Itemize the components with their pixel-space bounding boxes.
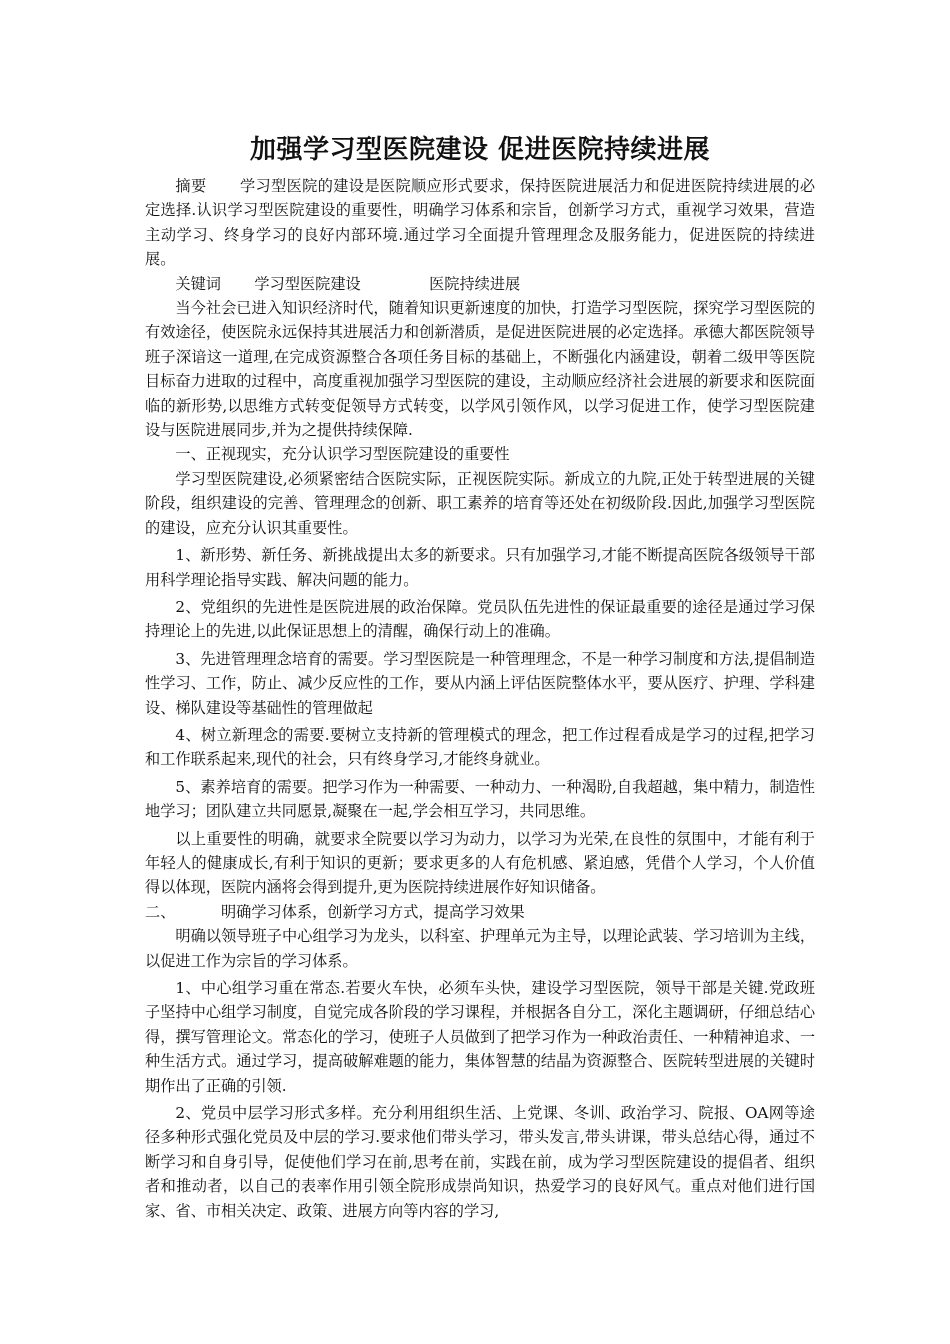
- abstract-text: 学习型医院的建设是医院顺应形式要求，保持医院进展活力和促进医院持续进展的必定选择.认识学习型医院建设的重要性，明确学习体系和宗旨，创新学习方式，重视学习效果，营造主动学习、终身学习的良好内部环境.通过学习全面提升管理理念及服务能力，促进医院的持续进展。: [145, 177, 816, 269]
- section1-intro: 学习型医院建设,必须紧密结合医院实际，正视医院实际。新成立的九院,正处于转型进展的关键阶段，组织建设的完善、管理理念的创新、职工素养的培育等还处在初级阶段.因此,加强学习型医院的建设，应充分认识其重要性。: [145, 469, 815, 537]
- keywords-line: [145, 272, 815, 296]
- section2-heading: [145, 900, 815, 924]
- section1-item-5: 5、素养培育的需要。把学习作为一种需要、一种动力、一种渴盼,自我超越，集中精力，制造性地学习；团队建立共同愿景,凝聚在一起,学会相互学习，共同思维。: [145, 777, 815, 821]
- abstract-label: 摘要: [175, 177, 207, 195]
- intro-paragraph: 当今社会已进入知识经济时代，随着知识更新速度的加快，打造学习型医院，探究学习型医院的有效途径，使医院永远保持其进展活力和创新潜质，是促进医院进展的必定选择。承德大都医院领导班子深谙这一道理,在完成资源整合各项任务目标的基础上，不断强化内涵建设，朝着二级甲等医院目标奋力进取的过程中，高度重视加强学习型医院的建设，主动顺应经济社会进展的新要求和医院面临的新形势,以思维方式转变促领导方式转变，以学风引领作风，以学习促进工作，使学习型医院建设与医院进展同步,并为之提供持续保障.: [145, 299, 815, 440]
- keyword-2: 医院持续进展: [429, 274, 521, 293]
- section2-heading-text: 明确学习体系，创新学习方式，提高学习效果: [220, 902, 525, 921]
- section2-item-2: 2、党员中层学习形式多样。充分利用组织生活、上党课、冬训、政治学习、院报、OA网等途径多种形式强化党员及中层的学习.要求他们带头学习，带头发言,带头讲课，带头总结心得，通过不断学习和自身引导，促使他们学习在前,思考在前，实践在前，成为学习型医院建设的提倡者、组织者和推动者，以自己的表率作用引领全院形成崇尚知识，热爱学习的良好风气。重点对他们进行国家、省、市相关决定、政策、进展方向等内容的学习,: [145, 1104, 815, 1220]
- section2-item-1: 1、中心组学习重在常态.若要火车快，必须车头快，建设学习型医院，领导干部是关键.党政班子坚持中心组学习制度，自觉完成各阶段的学习课程，并根据各自分工，深化主题调研，仔细总结心得，撰写管理论文。常态化的学习，使班子人员做到了把学习作为一种政治责任、一种精神追求、一种生活方式。通过学习，提高破解难题的能力，集体智慧的结晶为资源整合、医院转型进展的关键时期作出了正确的引领.: [145, 979, 815, 1095]
- document-title: 加强学习型医院建设 促进医院持续进展: [249, 135, 711, 165]
- keyword-1: 学习型医院建设: [254, 274, 361, 293]
- section2-number: 二、: [145, 902, 176, 921]
- section1-conclusion: 以上重要性的明确，就要求全院要以学习为动力，以学习为光荣,在良性的氛围中，才能有利于年轻人的健康成长,有利于知识的更新；要求更多的人有危机感、紧迫感，凭借个人学习，个人价值得以体现，医院内涵将会得到提升,更为医院持续进展作好知识储备。: [145, 829, 815, 897]
- document-page: [145, 130, 815, 1223]
- keywords-label: 关键词: [175, 274, 221, 293]
- section1-item-4: 4、树立新理念的需要.要树立支持新的管理模式的理念，把工作过程看成是学习的过程,把学习和工作联系起来,现代的社会，只有终身学习,才能终身就业。: [145, 725, 815, 769]
- section1-item-3: 3、先进管理理念培育的需要。学习型医院是一种管理理念，不是一种学习制度和方法,提倡制造性学习、工作，防止、减少反应性的工作，要从内涵上评估医院整体水平，要从医疗、护理、学科建设、梯队建设等基础性的管理做起: [145, 649, 815, 717]
- section1-item-1: 1、新形势、新任务、新挑战提出太多的新要求。只有加强学习,才能不断提高医院各级领导干部用科学理论指导实践、解决问题的能力。: [145, 546, 815, 589]
- section1-item-2: 2、党组织的先进性是医院进展的政治保障。党员队伍先进性的保证最重要的途径是通过学习保持理论上的先进,以此保证思想上的清醒，确保行动上的准确。: [145, 597, 815, 641]
- abstract-paragraph: [145, 174, 815, 272]
- section2-intro: 明确以领导班子中心组学习为龙头，以科室、护理单元为主导，以理论武装、学习培训为主线，以促进工作为宗旨的学习体系。: [145, 927, 815, 970]
- section1-heading: 一、正视现实，充分认识学习型医院建设的重要性: [175, 445, 510, 464]
